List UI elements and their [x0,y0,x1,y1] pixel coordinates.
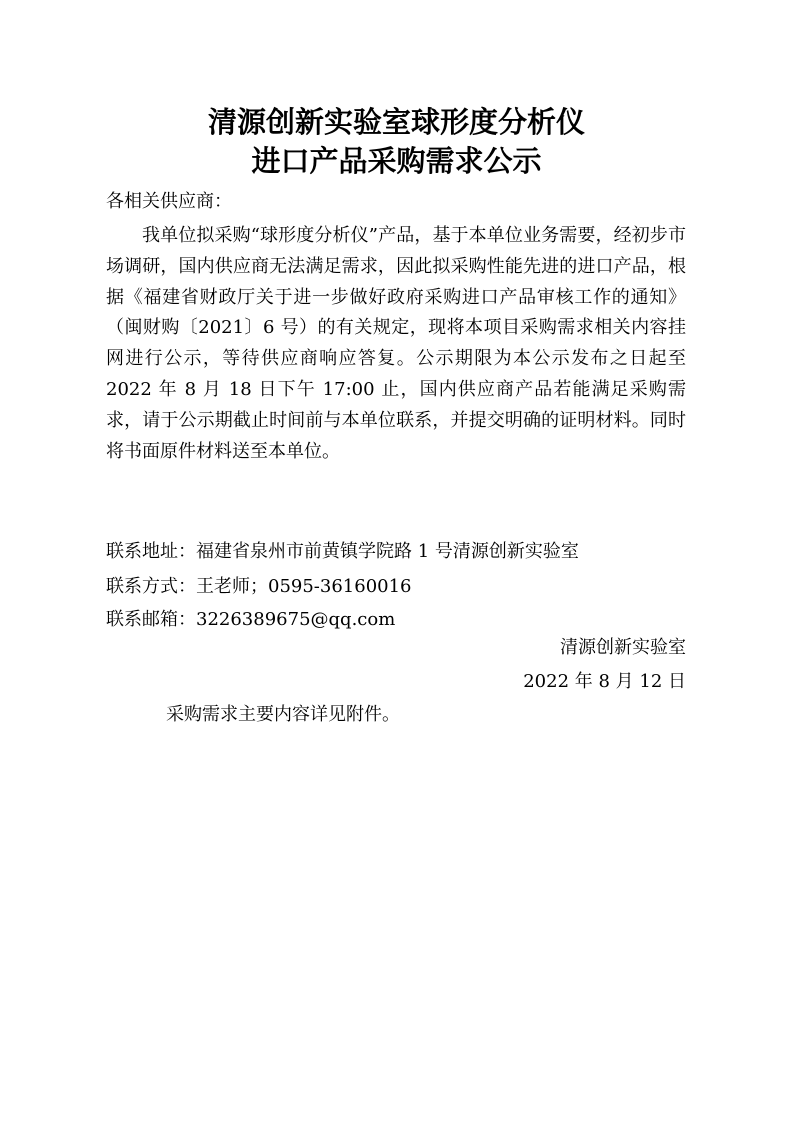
contact-address: 联系地址：福建省泉州市前黄镇学院路 1 号清源创新实验室 [106,541,579,562]
salutation: 各相关供应商： [106,191,232,212]
contact-phone: 联系方式：王老师；0595-36160016 [106,576,412,597]
signature-date: 2022 年 8 月 12 日 [523,671,686,692]
body-paragraph: 我单位拟采购“球形度分析仪”产品，基于本单位业务需要，经初步市场调研，国内供应商无法满足需求，因此拟采购性能先进的进口产品，根据《福建省财政厅关于进一步做好政府采购进口产品审核工作的通知》（闽财购〔2021〕6 号）的有关规定，现将本项目采购需求相关内容挂网进行公示，等待供应商响应答复。公示期限为本公示发布之日起至 2022 年 8 月 18 日下午 17:00 止，国内供应商产品若能满足采购需求，请于公示期截止时间前与本单位联系，并提交明确的证明材料。同时将书面原件材料送至本单位。 [106,225,686,462]
document-title-line2: 进口产品采购需求公示 [251,144,542,178]
contact-email: 联系邮箱：3226389675@qq.com [106,609,396,630]
signature-organization: 清源创新实验室 [560,637,686,658]
document-title-line1: 清源创新实验室球形度分析仪 [207,105,585,139]
attachment-note: 采购需求主要内容详见附件。 [166,704,400,725]
